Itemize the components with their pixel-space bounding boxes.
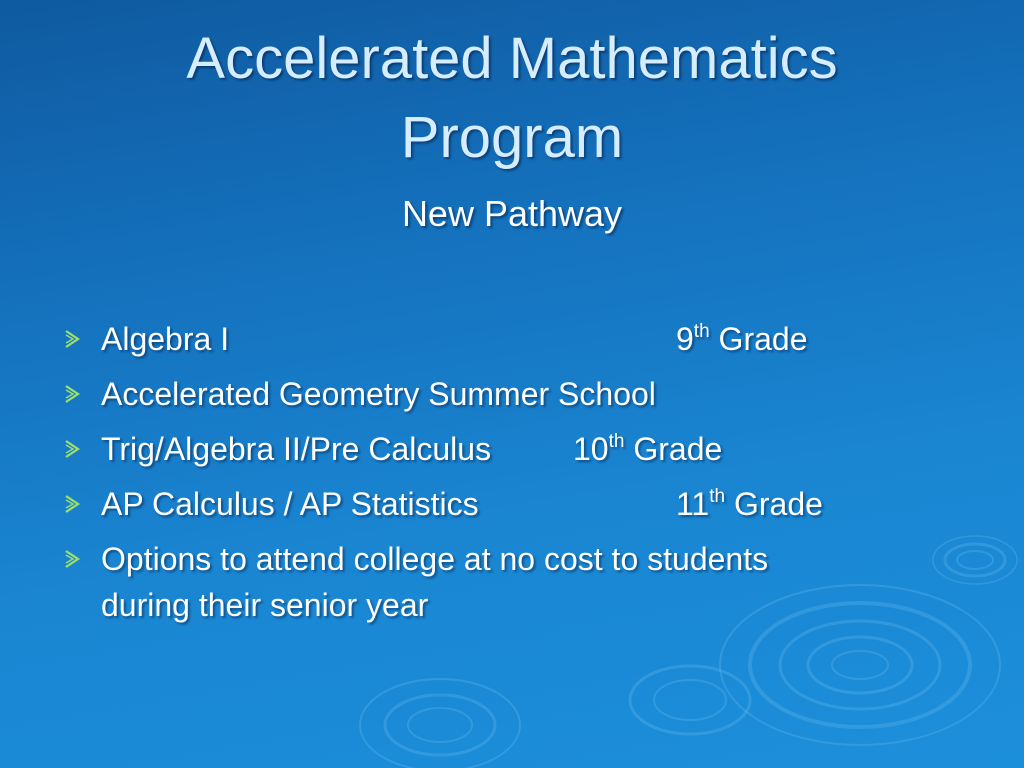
grade-ordinal-suffix: th	[608, 431, 625, 452]
chevron-right-icon	[64, 494, 82, 514]
slide-title-line-2: Program	[400, 105, 624, 170]
chevron-right-icon	[64, 384, 82, 404]
slide-subtitle: New Pathway	[401, 193, 623, 234]
chevron-right-icon	[64, 439, 82, 459]
grade-label	[676, 317, 807, 367]
grade-word: Grade	[718, 321, 808, 357]
bullet-text: Trig/Algebra II/Pre Calculus	[101, 431, 492, 467]
chevron-right-icon	[64, 549, 82, 569]
bullet-text: Algebra I	[101, 321, 230, 357]
grade-ordinal-suffix: th	[693, 321, 710, 342]
grade-number: 9	[676, 321, 694, 357]
grade-number: 10	[573, 431, 609, 467]
grade-number: 11	[676, 486, 710, 522]
chevron-right-icon	[64, 329, 82, 349]
bullet-text: AP Calculus / AP Statistics	[101, 486, 479, 522]
grade-label	[573, 427, 722, 477]
bullet-text-line-2: during their senior year	[101, 587, 429, 623]
grade-label	[676, 482, 823, 532]
slide-title-line-1: Accelerated Mathematics	[186, 26, 838, 91]
grade-ordinal-suffix: th	[709, 486, 726, 507]
bullet-text: Accelerated Geometry Summer School	[101, 376, 656, 412]
bullet-text-line-1: Options to attend college at no cost to students	[101, 541, 769, 577]
grade-word: Grade	[733, 486, 823, 522]
grade-word: Grade	[633, 431, 723, 467]
